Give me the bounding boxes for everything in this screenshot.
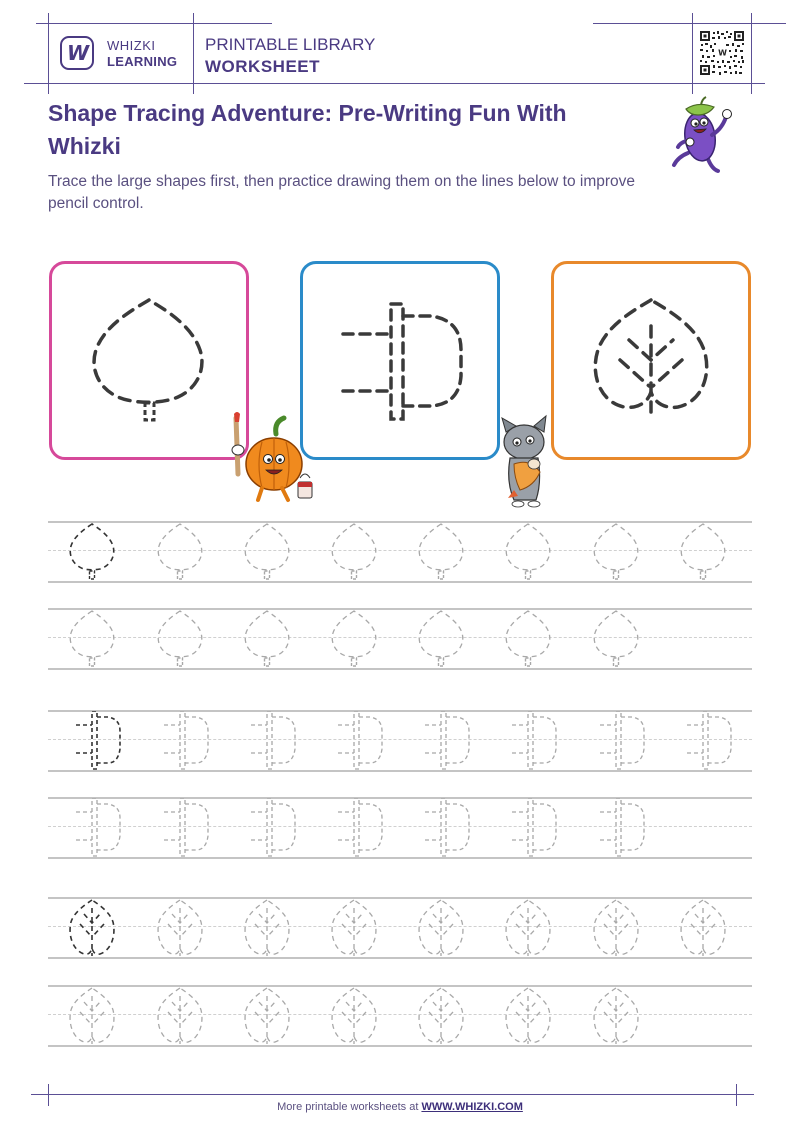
leaf-outline-with-stem-trace-icon — [586, 609, 646, 669]
leaf-with-veins-trace-icon — [498, 986, 558, 1046]
leaf-outline-with-stem-trace-icon — [411, 609, 471, 669]
eggplant-mascot-icon — [668, 95, 744, 177]
pumpkin-painter-icon — [222, 412, 322, 508]
leaf-with-veins-trace-icon — [62, 898, 122, 958]
letter-d-with-guides-trace-icon — [498, 711, 558, 771]
letter-d-with-guides-trace-icon — [411, 711, 471, 771]
leaf-outline-with-stem-trace-icon — [150, 609, 210, 669]
worksheet-label: WORKSHEET — [205, 57, 320, 76]
leaf-with-veins-trace-icon — [324, 898, 384, 958]
header-top-line-left — [36, 23, 272, 24]
letter-d-with-guides-trace-icon — [324, 798, 384, 858]
logo-letter: W — [66, 41, 88, 65]
brand-name: WHIZKI — [107, 38, 156, 53]
leaf-outline-with-stem-trace-icon — [324, 609, 384, 669]
leaf-with-veins-trace-icon — [237, 898, 297, 958]
header-bottom-line — [24, 83, 765, 84]
footer-website-link[interactable]: WWW.WHIZKI.COM — [421, 1101, 523, 1113]
qr-code-icon[interactable] — [699, 30, 745, 76]
leaf-outline-with-stem-trace-icon — [324, 522, 384, 582]
letter-d-with-guides-trace-icon — [411, 798, 471, 858]
leaf-outline-with-stem-trace-icon — [62, 609, 122, 669]
shape-box-leaf — [49, 261, 249, 460]
leaf-outline-with-stem-trace-icon — [62, 522, 122, 582]
whizki-logo-icon — [60, 36, 94, 70]
letter-d-with-guides-trace-icon — [673, 711, 733, 771]
leaf-outline-with-stem-trace-icon — [237, 522, 297, 582]
letter-d-with-guides-trace-icon — [62, 798, 122, 858]
letter-d-tracing-icon — [303, 264, 497, 457]
cat-with-fish-icon — [494, 412, 556, 508]
leaf-outline-with-stem-trace-icon — [150, 522, 210, 582]
practice-row[interactable] — [0, 897, 800, 959]
leaf-with-veins-trace-icon — [498, 898, 558, 958]
letter-d-with-guides-trace-icon — [150, 798, 210, 858]
leaf-outline-with-stem-trace-icon — [411, 522, 471, 582]
leaf-outline-with-stem-trace-icon — [498, 522, 558, 582]
practice-row[interactable] — [0, 985, 800, 1047]
worksheet-title: Shape Tracing Adventure: Pre-Writing Fun With Whizki — [48, 100, 567, 159]
leaf-with-veins-trace-icon — [673, 898, 733, 958]
leaf-with-veins-trace-icon — [237, 986, 297, 1046]
leaf-with-veins-trace-icon — [150, 986, 210, 1046]
letter-d-with-guides-trace-icon — [150, 711, 210, 771]
footer — [0, 1101, 800, 1113]
leaf-with-veins-trace-icon — [324, 986, 384, 1046]
letter-d-with-guides-trace-icon — [237, 711, 297, 771]
header-divider-2 — [193, 13, 194, 94]
shape-box-letter-d — [300, 261, 500, 460]
letter-d-with-guides-trace-icon — [498, 798, 558, 858]
header-divider-4 — [751, 13, 752, 94]
header-divider-1 — [48, 13, 49, 94]
header-top-line-right — [593, 23, 786, 24]
letter-d-with-guides-trace-icon — [62, 711, 122, 771]
shape-box-veined-leaf — [551, 261, 751, 460]
leaf-with-veins-trace-icon — [411, 898, 471, 958]
leaf-outline-with-stem-trace-icon — [673, 522, 733, 582]
leaf-with-veins-trace-icon — [62, 986, 122, 1046]
leaf-with-veins-trace-icon — [586, 898, 646, 958]
letter-d-with-guides-trace-icon — [237, 798, 297, 858]
letter-d-with-guides-trace-icon — [586, 798, 646, 858]
letter-d-with-guides-trace-icon — [324, 711, 384, 771]
leaf-with-veins-trace-icon — [411, 986, 471, 1046]
footer-text: More printable worksheets at — [277, 1101, 422, 1113]
worksheet-instructions: Trace the large shapes first, then practice drawing them on the lines below to improve pencil control. — [48, 173, 636, 212]
header-divider-3 — [692, 13, 693, 94]
practice-row[interactable] — [0, 608, 800, 670]
footer-line — [31, 1094, 754, 1095]
leaf-outline-with-stem-trace-icon — [586, 522, 646, 582]
leaf-outline-tracing-icon — [52, 264, 246, 457]
leaf-with-veins-trace-icon — [586, 986, 646, 1046]
library-label: PRINTABLE LIBRARY — [205, 35, 376, 54]
veined-leaf-tracing-icon — [554, 264, 748, 457]
practice-row[interactable] — [0, 521, 800, 583]
letter-d-with-guides-trace-icon — [586, 711, 646, 771]
practice-row[interactable] — [0, 797, 800, 859]
brand-subname: LEARNING — [107, 54, 178, 69]
leaf-outline-with-stem-trace-icon — [237, 609, 297, 669]
svg-text:W: W — [718, 48, 727, 58]
practice-row[interactable] — [0, 710, 800, 772]
leaf-with-veins-trace-icon — [150, 898, 210, 958]
leaf-outline-with-stem-trace-icon — [498, 609, 558, 669]
